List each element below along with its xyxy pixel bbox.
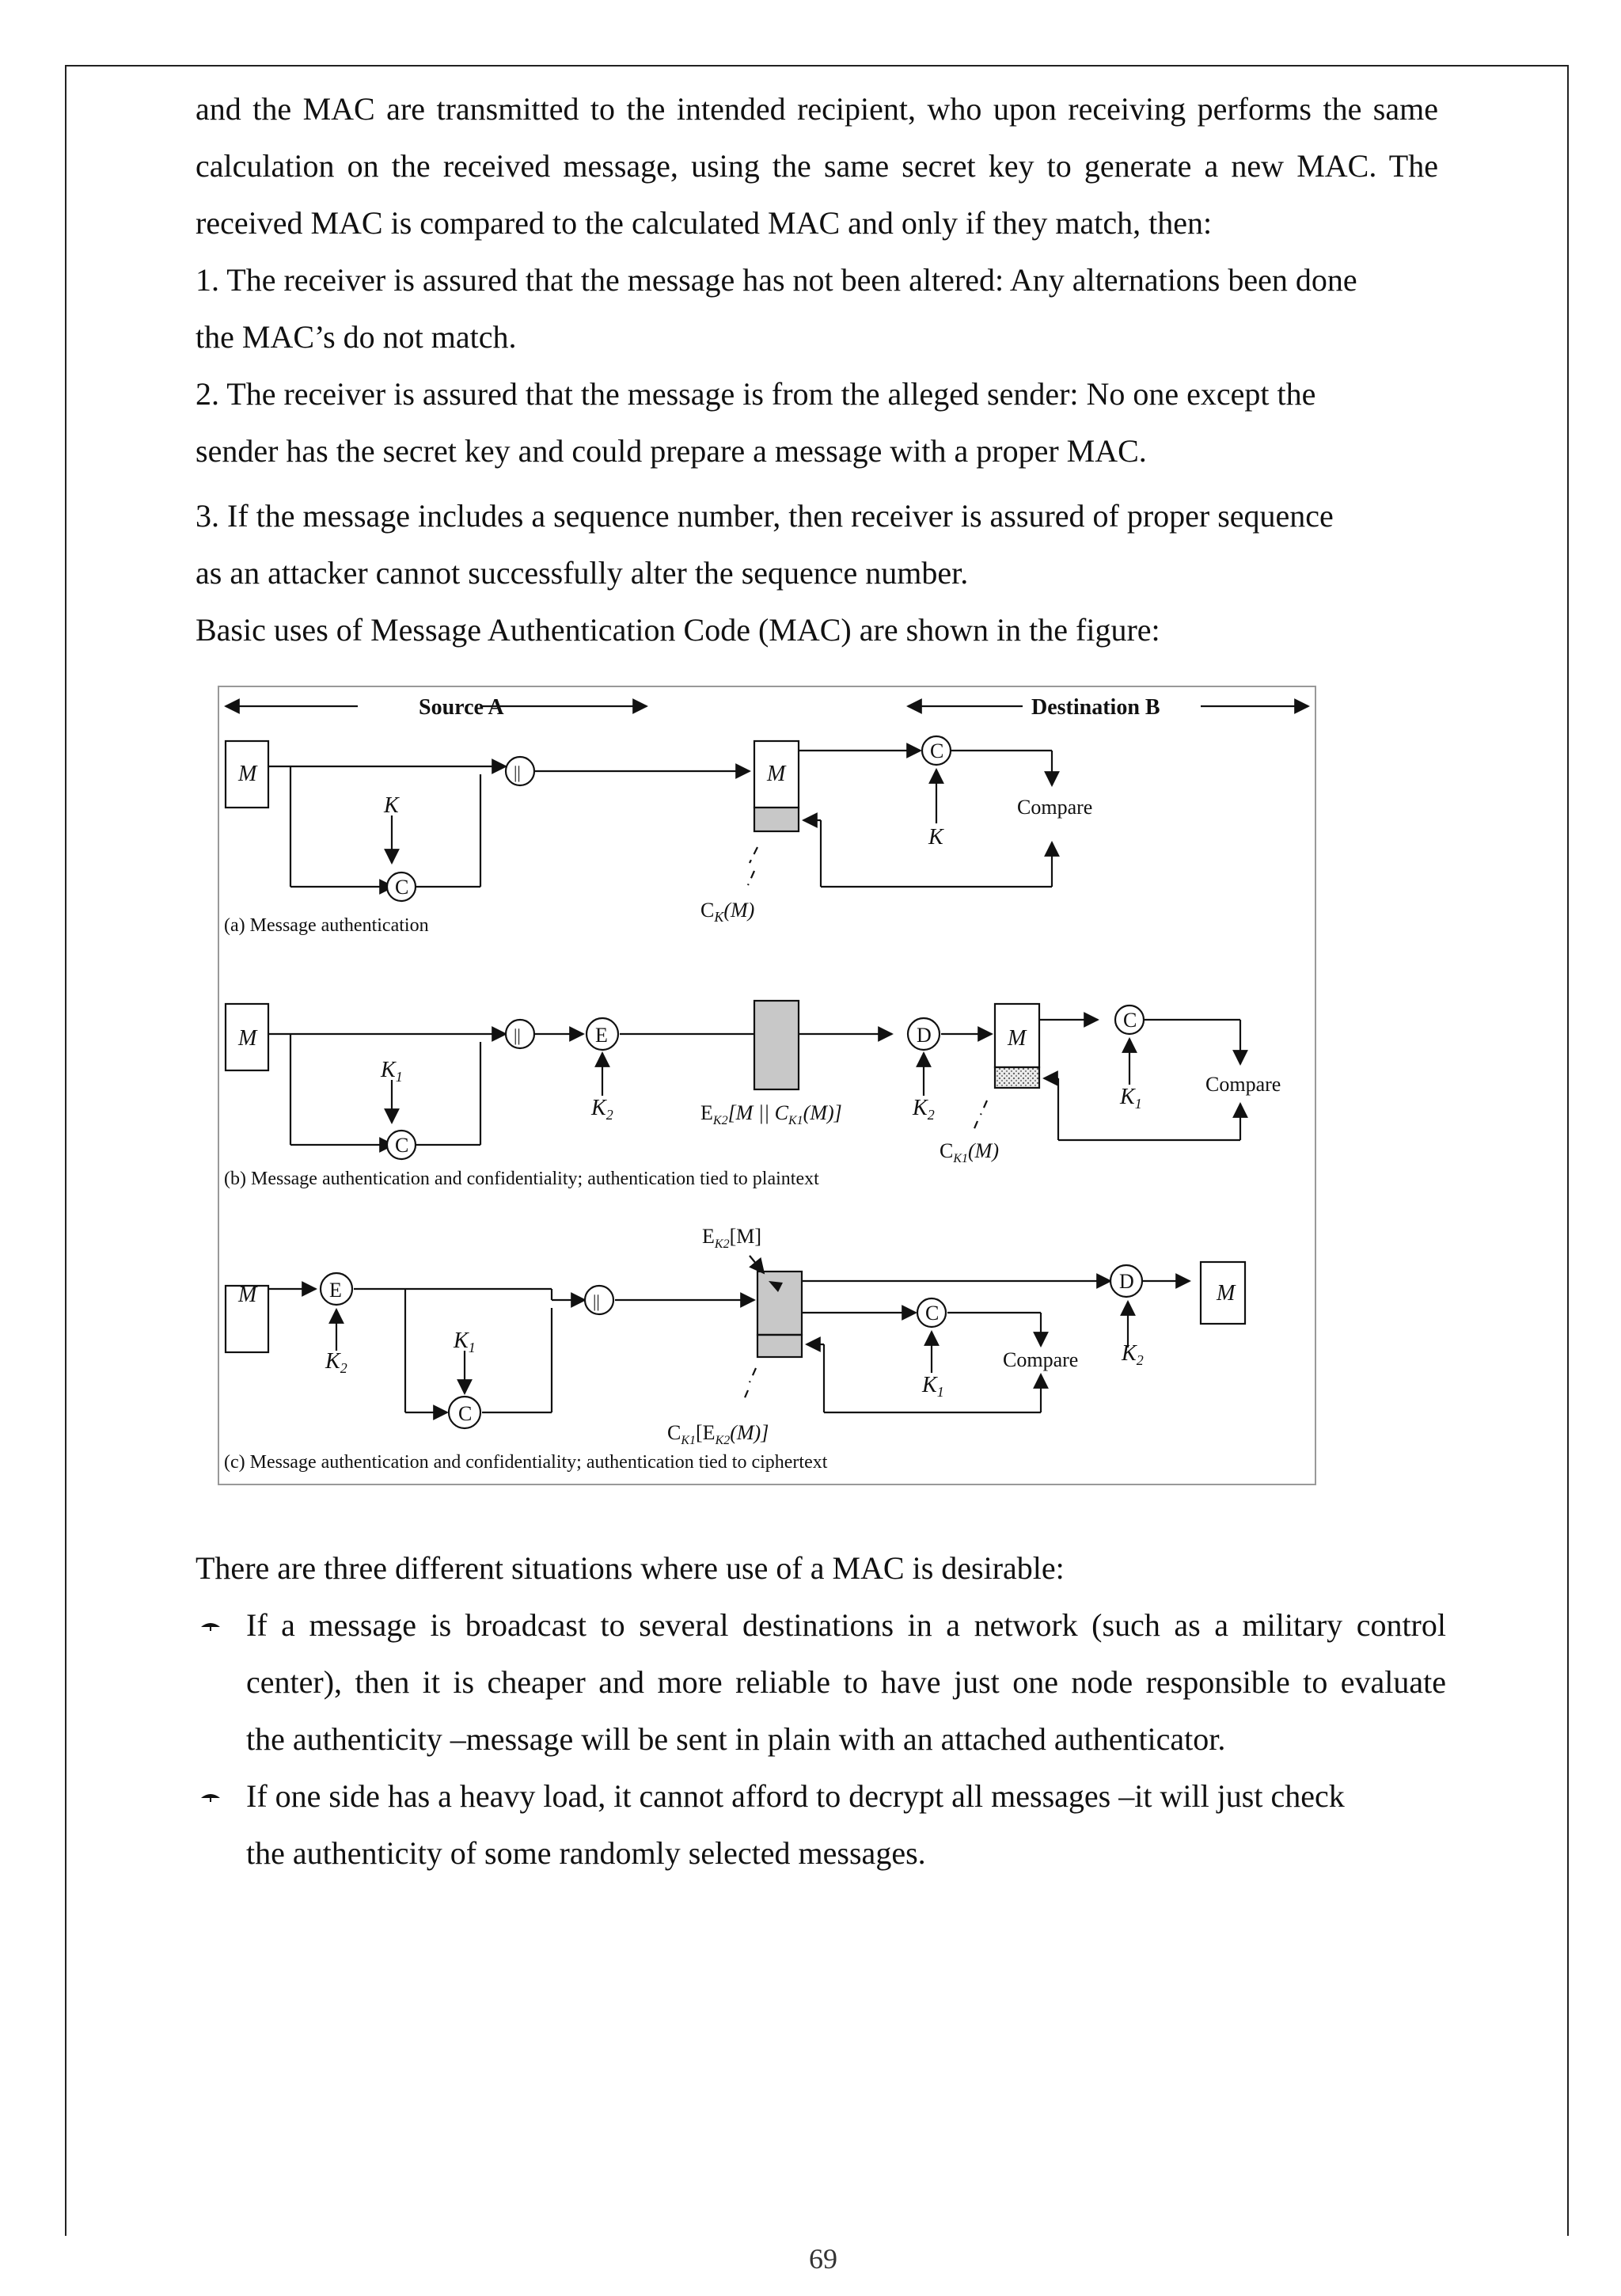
list-item	[196, 366, 1438, 480]
umbrella-bullet-icon	[200, 1621, 221, 1632]
message-block-label: M	[238, 1026, 257, 1051]
mac-value-label: $C_K(M)$	[700, 899, 755, 925]
concat-symbol: ||	[514, 762, 521, 782]
list-item-line: as an attacker cannot successfully alter the sequence number.	[196, 555, 969, 591]
concat-symbol: ||	[593, 1291, 600, 1311]
key1-label: $K_1$	[1120, 1085, 1142, 1112]
message-block-label: M	[1008, 1026, 1027, 1051]
key1-label: $K_1$	[381, 1058, 403, 1085]
figure-intro: Basic uses of Message Authentication Code (MAC) are shown in the figure:	[196, 612, 1160, 648]
mac-function-symbol: C	[1123, 1009, 1137, 1032]
source-label: Source A	[419, 695, 504, 720]
situations-intro: There are three different situations where use of a MAC is desirable:	[196, 1550, 1065, 1586]
mac-value-label: $C_{K1}[E_{K2}(M)]$	[667, 1421, 769, 1447]
mac-function-symbol: C	[395, 1134, 409, 1157]
mac-function-symbol: C	[395, 876, 409, 899]
encrypt-symbol: E	[595, 1024, 608, 1047]
bullet-line: If a message is broadcast to several destinations in a network (such as a military control	[246, 1607, 1446, 1643]
umbrella-bullet-icon	[200, 1792, 221, 1803]
situations-section	[196, 1540, 1446, 1882]
body-text	[196, 81, 1438, 659]
key2-label: $K_2$	[1122, 1341, 1144, 1368]
key-label: K	[928, 825, 943, 850]
list-item-line: sender has the secret key and could prepare a message with a proper MAC.	[196, 433, 1147, 469]
compare-label: Compare	[1205, 1073, 1281, 1096]
list-item-line: the MAC’s do not match.	[196, 319, 517, 355]
panel-b-caption: (b) Message authentication and confidentiality; authentication tied to plaintext	[224, 1169, 819, 1189]
paragraph-line: and the MAC are transmitted to the intended recipient, who upon receiving performs the same	[196, 91, 1438, 127]
mac-diagram	[219, 687, 1315, 1484]
list-item	[196, 488, 1438, 602]
decrypt-symbol: D	[1119, 1270, 1134, 1293]
message-block-label: M	[1217, 1281, 1236, 1306]
paragraph-line: calculation on the received message, using the same secret key to generate a new MAC. The	[196, 148, 1438, 184]
panel-c-caption: (c) Message authentication and confidentiality; authentication tied to ciphertext	[224, 1452, 828, 1473]
compare-label: Compare	[1017, 796, 1093, 819]
destination-label: Destination B	[1031, 695, 1160, 720]
mac-uses-figure	[218, 686, 1316, 1485]
key1-label: $K_1$	[454, 1329, 476, 1355]
bullet-line: the authenticity of some randomly selected messages.	[246, 1835, 926, 1871]
bullet-item	[196, 1768, 1446, 1882]
paragraph-line: received MAC is compared to the calculated MAC and only if they match, then:	[196, 205, 1213, 241]
key1-label: $K_1$	[922, 1373, 944, 1400]
decrypt-symbol: D	[917, 1024, 932, 1047]
page-number: 69	[809, 2243, 837, 2275]
list-item-line: 2. The receiver is assured that the message is from the alleged sender: No one except the	[196, 376, 1316, 412]
list-item	[196, 252, 1438, 366]
ciphertext-label: $E_{K2}[M$ || $C_{K1}(M)$]	[700, 1101, 842, 1127]
bullet-line: If one side has a heavy load, it cannot afford to decrypt all messages –it will just check	[246, 1778, 1345, 1814]
panel-a-caption: (a) Message authentication	[224, 915, 429, 936]
bullet-line: the authenticity –message will be sent in plain with an attached authenticator.	[246, 1721, 1226, 1757]
message-block-label: M	[238, 1283, 257, 1307]
key2-label: $K_2$	[325, 1349, 347, 1376]
list-item-line: 1. The receiver is assured that the message has not been altered: Any alternations been done	[196, 262, 1357, 298]
compare-label: Compare	[1003, 1348, 1079, 1371]
list-item-line: 3. If the message includes a sequence number, then receiver is assured of proper sequence	[196, 498, 1334, 534]
mac-function-symbol: C	[925, 1302, 940, 1325]
message-block-label: M	[238, 762, 257, 786]
encrypt-symbol: E	[329, 1279, 342, 1302]
mac-value-label: $C_{K1}(M)$	[940, 1139, 999, 1165]
message-block-label: M	[767, 762, 786, 786]
key2-label: $K_2$	[913, 1096, 935, 1123]
bullet-item	[196, 1597, 1446, 1768]
key2-label: $K_2$	[591, 1096, 613, 1123]
mac-function-symbol: C	[458, 1402, 473, 1425]
bullet-line: center), then it is cheaper and more reliable to have just one node responsible to evaluate	[246, 1664, 1446, 1700]
ciphertext-label: $E_{K2}[M]$	[702, 1225, 761, 1251]
mac-function-symbol: C	[930, 739, 944, 762]
concat-symbol: ||	[514, 1025, 521, 1045]
key-label: K	[384, 793, 399, 818]
